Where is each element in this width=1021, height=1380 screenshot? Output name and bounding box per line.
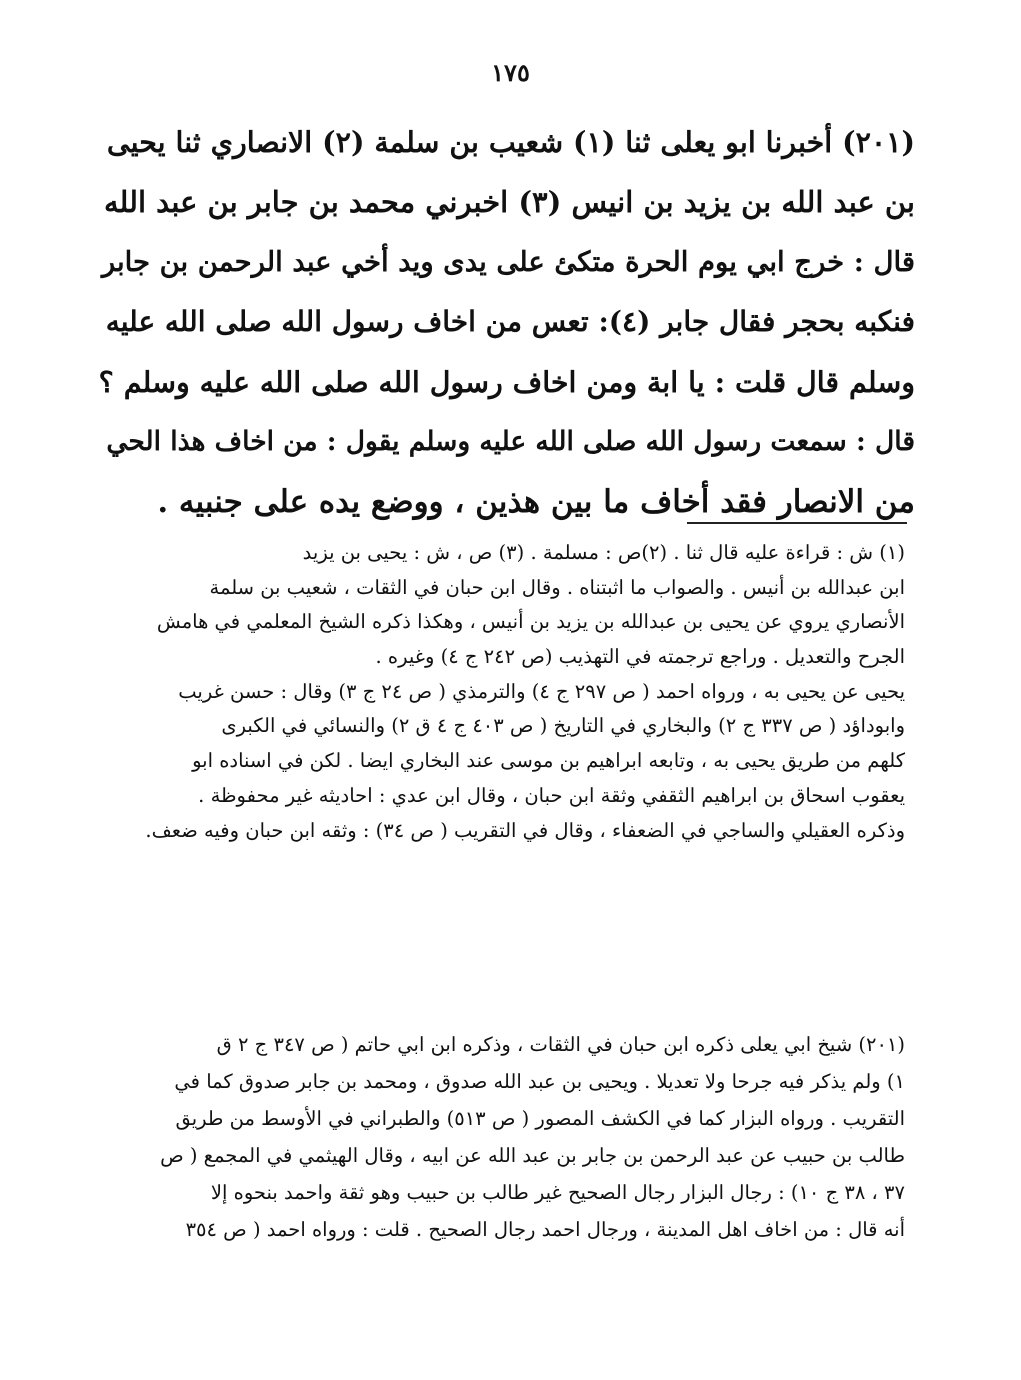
commentary-line: ١) ولم يذكر فيه جرحا ولا تعديلا . ويحيى بن عبد الله صدوق ، ومحمد بن جابر صدوق كما في xyxy=(174,1070,905,1093)
footnotes-section xyxy=(95,536,905,848)
footnote-line: (١) ش : قراءة عليه قال ثنا . (٢)ص : مسلمة . (٣) ص ، ش : يحيى بن يزيد xyxy=(302,541,905,564)
hadith-line: بن عبد الله بن يزيد بن انيس (٣) اخبرني محمد بن جابر بن عبد الله xyxy=(103,185,915,219)
commentary-line: (٢٠١) شيخ ابي يعلى ذكره ابن حبان في الثقات ، وذكره ابن ابي حاتم ( ص ٣٤٧ ج ٢ ق xyxy=(216,1033,905,1056)
commentary-line: التقريب . ورواه البزار كما في الكشف المصور ( ص ٥١٣) والطبراني في الأوسط من طريق xyxy=(175,1107,905,1130)
hadith-line: فنكبه بحجر فقال جابر (٤): تعس من اخاف رسول الله صلى الله عليه xyxy=(105,305,915,338)
footnote-divider xyxy=(687,522,907,524)
footnote-line: كلهم من طريق يحيى به ، وتابعه ابراهيم بن موسى عند البخاري ايضا . لكن في اسناده ابو xyxy=(192,749,905,773)
hadith-line: قال : خرج ابي يوم الحرة متكئ على يدى ويد أخي عبد الرحمن بن جابر xyxy=(101,246,915,278)
hadith-line: من الانصار فقد أخاف ما بين هذين ، ووضع يده على جنبيه . xyxy=(157,484,915,520)
footnote-line: الأنصاري يروي عن يحيى بن عبدالله بن يزيد بن أنيس ، وهكذا ذكره الشيخ المعلمي في هامش xyxy=(156,610,905,634)
page-number: ١٧٥ xyxy=(491,58,530,87)
footnote-line: وابوداؤد ( ص ٣٣٧ ج ٢) والبخاري في التاريخ ( ص ٤٠٣ ج ٤ ق ٢) والنسائي في الكبرى xyxy=(221,714,905,738)
commentary-line: طالب بن حبيب عن عبد الرحمن بن جابر بن عبد الله عن ابيه ، وقال الهيثمي في المجمع ( ص xyxy=(160,1144,905,1167)
footnote-line: ابن عبدالله بن أنيس . والصواب ما اثبتناه . وقال ابن حبان في الثقات ، شعيب بن سلمة xyxy=(209,575,905,599)
footnote-line: الجرح والتعديل . وراجع ترجمته في التهذيب (ص ٢٤٢ ج ٤) وغيره . xyxy=(375,645,905,669)
commentary-line: أنه قال : من اخاف اهل المدينة ، ورجال احمد رجال الصحيح . قلت : ورواه احمد ( ص ٣٥٤ xyxy=(185,1218,905,1241)
hadith-line: قال : سمعت رسول الله صلى الله عليه وسلم يقول : من اخاف هذا الحي xyxy=(106,426,915,457)
hadith-text xyxy=(95,112,915,532)
commentary-section xyxy=(95,1026,905,1248)
footnote-line: يحيى عن يحيى به ، ورواه احمد ( ص ٢٩٧ ج ٤) والترمذي ( ص ٢٤ ج ٣) وقال : حسن غريب xyxy=(178,679,905,703)
hadith-line: وسلم قال قلت : يا ابة ومن اخاف رسول الله صلى الله عليه وسلم ؟ xyxy=(98,365,915,399)
footnote-line: يعقوب اسحاق بن ابراهيم الثقفي وثقة ابن حبان ، وقال ابن عدي : احاديثه غير محفوظة . xyxy=(198,783,905,807)
footnote-line: وذكره العقيلي والساجي في الضعفاء ، وقال في التقريب ( ص ٣٤) : وثقه ابن حبان وفيه ضعف. xyxy=(145,818,905,842)
commentary-line: ٣٧ ، ٣٨ ج ١٠) : رجال البزار رجال الصحيح غير طالب بن حبيب وهو ثقة واحمد بنحوه إلا xyxy=(210,1181,905,1204)
hadith-line: (٢٠١) أخبرنا ابو يعلى ثنا (١) شعيب بن سلمة (٢) الانصاري ثنا يحيى xyxy=(106,125,915,159)
